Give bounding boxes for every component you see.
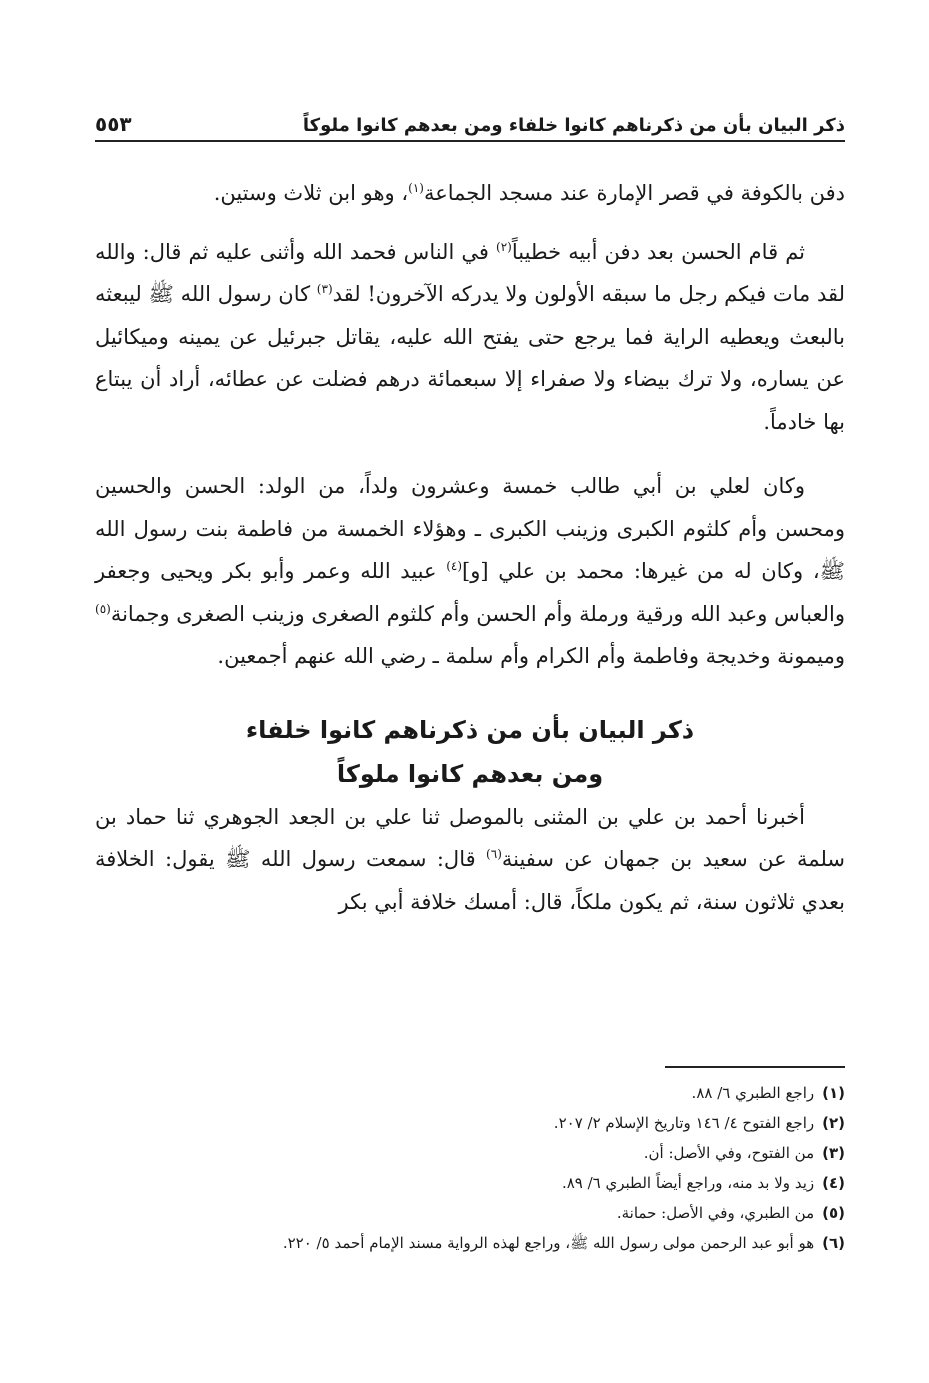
footnote-text: زيد ولا بد منه، وراجع أيضاً الطبري ٦/ ٨٩. (561, 1174, 815, 1192)
section-heading-line-2: ومن بعدهم كانوا ملوكاً (336, 759, 604, 788)
footnote-mark-6: (٦) (486, 847, 502, 861)
footnote-text: راجع الفتوح ٤/ ١٤٦ وتاريخ الإسلام ٢/ ٢٠٧. (553, 1114, 815, 1132)
footnote-number: (٦) (822, 1234, 845, 1252)
footnote-mark-1: (١) (408, 181, 424, 195)
paragraph-3 (95, 465, 845, 678)
text-segment: ، وهو ابن ثلاث وستين. (213, 181, 409, 205)
text-segment: ثم قام الحسن بعد دفن أبيه خطيباً (511, 239, 806, 264)
footnote-item (95, 1138, 845, 1168)
text-segment: أخبرنا أحمد بن علي بن المثنى بالموصل ثنا علي بن الجعد الجوهري ثنا حماد بن سلمة عن سعيد بن جمهان عن سفينة (95, 804, 845, 871)
page-number: ٥٥٣ (95, 112, 132, 136)
footnote-number: (٢) (822, 1114, 845, 1132)
paragraph-2 (95, 231, 845, 444)
footnote-item (95, 1108, 845, 1138)
text-segment: كان رسول الله ﷺ ليبعثه بالبعث ويعطيه الراية فما يرجع حتى يفتح الله عليه، يقاتل جبرئيل عن يمينه وميكائيل عن يساره، ولا ترك بيضاء ولا صفراء إلا سبعمائة درهم فضلت عن عطائه، أراد أن يبتاع بها خادماً. (95, 282, 845, 434)
main-text (95, 172, 845, 923)
footnote-mark-5: (٥) (95, 601, 111, 616)
paragraph-4 (95, 796, 845, 924)
text-segment: وكان لعلي بن أبي طالب خمسة وعشرون ولداً، من الولد: الحسن والحسين ومحسن وأم كلثوم الكبرى وزينب الكبرى ـ وهؤلاء الخمسة من فاطمة بنت رسول الله ﷺ، وكان له من غيرها: محمد بن علي [و] (95, 474, 845, 583)
text-segment: عبيد الله وعمر وأبو بكر ويحيى وجعفر والعباس وعبد الله ورقية ورملة وأم الحسن وأم كلثوم الصغرى وزينب الصغرى وجمانة (95, 559, 845, 626)
running-title: ذكر البيان بأن من ذكرناهم كانوا خلفاء ومن بعدهم كانوا ملوكاً (302, 115, 845, 136)
text-segment: دفن بالكوفة في قصر الإمارة عند مسجد الجماعة (423, 181, 845, 205)
footnotes (95, 1066, 845, 1258)
footnote-mark-3: (٣) (316, 282, 333, 296)
text-segment: في الناس فحمد الله وأثنى عليه ثم قال: والله لقد مات فيكم رجل ما سبقه الأولون ولا يدركه الآخرون! لقد (95, 239, 845, 306)
footnote-divider (665, 1066, 845, 1068)
footnote-number: (١) (822, 1084, 845, 1102)
footnote-text: راجع الطبري ٦/ ٨٨. (691, 1084, 815, 1102)
footnote-number: (٤) (822, 1174, 845, 1192)
footnote-item (95, 1078, 845, 1108)
section-heading (95, 708, 845, 796)
text-segment: وميمونة وخديجة وفاطمة وأم الكرام وأم سلمة ـ رضي الله عنهم أجمعين. (217, 644, 845, 668)
footnote-item (95, 1168, 845, 1198)
paragraph-1 (95, 172, 845, 215)
footnote-mark-2: (٢) (496, 239, 512, 254)
footnote-number: (٣) (822, 1144, 845, 1162)
footnote-mark-4: (٤) (446, 559, 463, 573)
text-segment: قال: سمعت رسول الله ﷺ يقول: الخلافة بعدي ثلاثون سنة، ثم يكون ملكاً، قال: أمسك خلافة أبي بكر (95, 847, 845, 914)
footnote-text: هو أبو عبد الرحمن مولى رسول الله ﷺ، وراجع لهذه الرواية مسند الإمام أحمد ٥/ ٢٢٠. (282, 1234, 815, 1252)
footnote-item (95, 1228, 845, 1258)
footnote-text: من الفتوح، وفي الأصل: أن. (643, 1144, 815, 1162)
footnote-item (95, 1198, 845, 1228)
footnote-text: من الطبري، وفي الأصل: حمانة. (616, 1204, 815, 1222)
footnote-number: (٥) (822, 1204, 845, 1222)
page-header (95, 100, 845, 142)
section-heading-line-1: ذكر البيان بأن من ذكرناهم كانوا خلفاء (245, 715, 695, 744)
